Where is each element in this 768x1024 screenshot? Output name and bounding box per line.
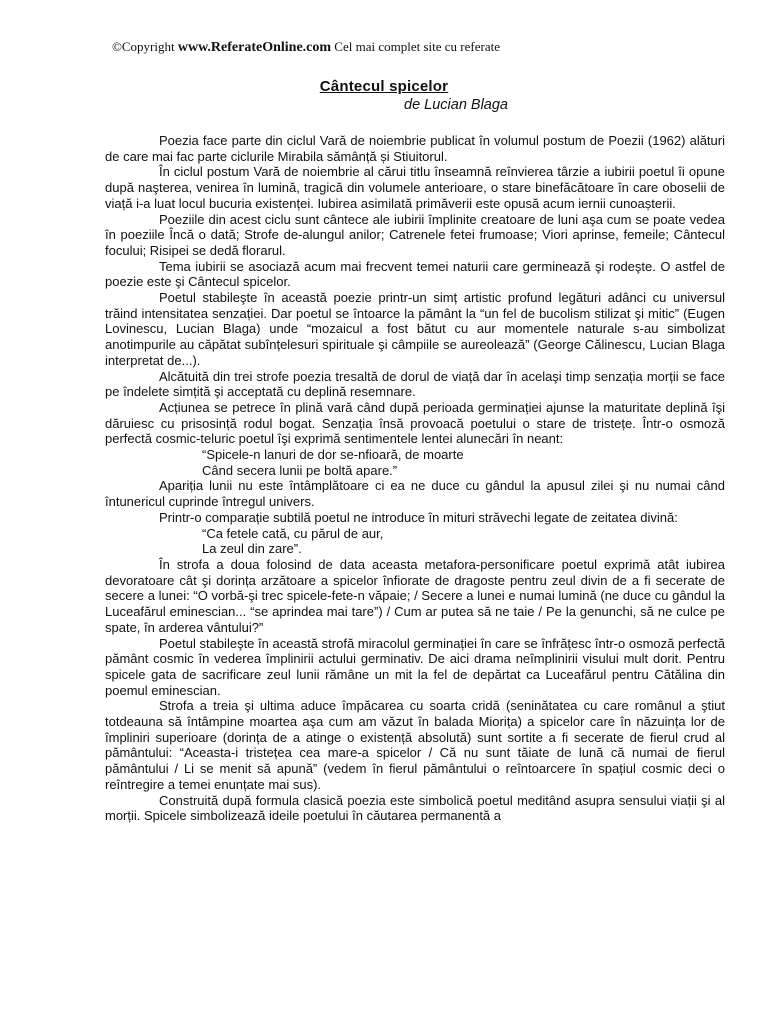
paragraph: Poezia face parte din ciclul Vară de noiembrie publicat în volumul postum de Poezii (1962) alături de care mai fac parte ciclurile Mirabila sămânță și Stiuitorul.: [105, 133, 725, 164]
copyright-prefix: ©Copyright: [112, 39, 178, 54]
paragraph: În ciclul postum Vară de noiembrie al cărui titlu înseamnă reînvierea târzie a iubirii poetul îi opune după naşterea, venirea în lumină, tragică din volumele anterioare, o stare binefăcătoare în care oboselii de viață i-a luat locul bucuria existenței. Iubirea asimilată primăverii este opusă acum iernii cunoașterii.: [105, 164, 725, 211]
paragraph: Apariția lunii nu este întâmplătoare ci ea ne duce cu gândul la apusul zilei şi nu numai când întunericul cuprinde întregul univers.: [105, 478, 725, 510]
paragraph: Poeziile din acest ciclu sunt cântece ale iubirii împlinite creatoare de luni aşa cum se poate vedea în poeziile Încă o dată; Strofe de-alungul anilor; Catrenele fetei frumoase; Viori aprinse, femeile; Cântecul focului; Risipei se dedă florarul.: [105, 211, 725, 258]
paragraph: Strofa a treia şi ultima aduce împăcarea cu soarta cridă (seninătatea cu care românul a ştiut totdeauna să întâmpine moartea aşa cum am văzut în balada Miorița) a spicelor care în năzuința lor de împliniri superioare (dorința de a atinge o existență absolută) sunt sortite a fi secerate de fierul crud al pământului: “Aceasta-i tristețea cea mare-a spicelor / Că nu sunt tăiate de lună că numai de fierul pământului / Li se menit să apună” (vedem în fierul pământului o reîntoarcere în spațiul cosmic deci o reîntregire a temei enunțate mai sus).: [105, 698, 725, 792]
site-link[interactable]: www.ReferateOnline.com: [177, 40, 332, 55]
paragraph: Printr-o comparație subtilă poetul ne introduce în mituri străvechi legate de zeitatea divină:: [159, 509, 678, 525]
quote-line: “Spicele-n lanuri de dor se-nfioară, de moarte: [202, 447, 464, 463]
paragraph: Acțiunea se petrece în plină vară când după perioada germinației ajunse la maturitate deplină îşi dăruiesc cu prisosință rodul bogat. Senzația însă provoacă poetului o stare de tristețe. Într-o osmoză perfectă cosmic-teluric poetul îşi exprimă sentimentele lentei alunecări în neant:: [105, 399, 725, 447]
page-title: Cântecul spicelor: [319, 78, 449, 95]
essay-body: [105, 133, 725, 824]
quote-line: La zeul din zare”.: [202, 541, 302, 557]
paragraph: Alcătuită din trei strofe poezia tresaltă de dorul de viață dar în acelaşi timp senzația morții se face pe îndelete simțită şi acceptată cu deplină resemnare.: [105, 368, 725, 400]
author-line: de Lucian Blaga: [404, 97, 508, 113]
paragraph: Poetul stabileşte în această strofă miracolul germinației în care se înfrățesc într-o osmoză perfectă pământ cosmic în vederea împlinirii actului germinativ. De aici drama neîmplinirii visului mult dorit. Pentru spicele gata de sacrificare zeul lunii rămâne un mit la fel de depărtat ca Luceafărul pentru Cătălina din poemul eminescian.: [105, 635, 725, 698]
paragraph: În strofa a doua folosind de data aceasta metafora-personificare poetul exprimă atât iubirea devoratoare cât şi dorința arzătoare a spicelor înfiorate de dragoste pentru zeul divin de a fi secerate de secere a lunei: “O vorbă-şi trec spicele-fete-n văpaie; / Secere a lunei e numai lumină (ne duce cu gândul la Luceafărul eminescian... “se aprindea mai tare”) / Cum ar putea să ne taie / Pe la genunchi, să ne culce pe spate, în arderea vântului?”: [105, 556, 725, 635]
site-tagline: Cel mai complet site cu referate: [331, 39, 500, 54]
paragraph: Poetul stabileşte în această poezie printr-un simț artistic profund legături adânci cu universul trăind intensitatea senzației. Dar poetul se întoarce la pământ la “un fel de bucolism stilizat şi mitic” (Eugen Lovinescu, Lucian Blaga) unde “mozaicul a fost bătut cu aur momentele naturale s-au simbolizat anotimpurile au căpătat subînțelesuri spirituale şi câmpiile se aureolează” (George Călinescu, Lucian Blaga interpretat de...).: [105, 290, 725, 368]
paragraph: Construită după formula clasică poezia este simbolică poetul meditând asupra sensului viații şi al morții. Spicele simbolizează ideile poetului în căutarea permanentă a: [105, 792, 725, 824]
paragraph: Tema iubirii se asociază acum mai frecvent temei naturii care germinează şi rodeşte. O astfel de poezie este şi Cântecul spicelor.: [105, 258, 725, 290]
quote-line: Când secera lunii pe boltă apare.”: [202, 462, 398, 478]
copyright-line: [112, 39, 732, 56]
quote-line: “Ca fetele cată, cu părul de aur,: [202, 525, 384, 541]
